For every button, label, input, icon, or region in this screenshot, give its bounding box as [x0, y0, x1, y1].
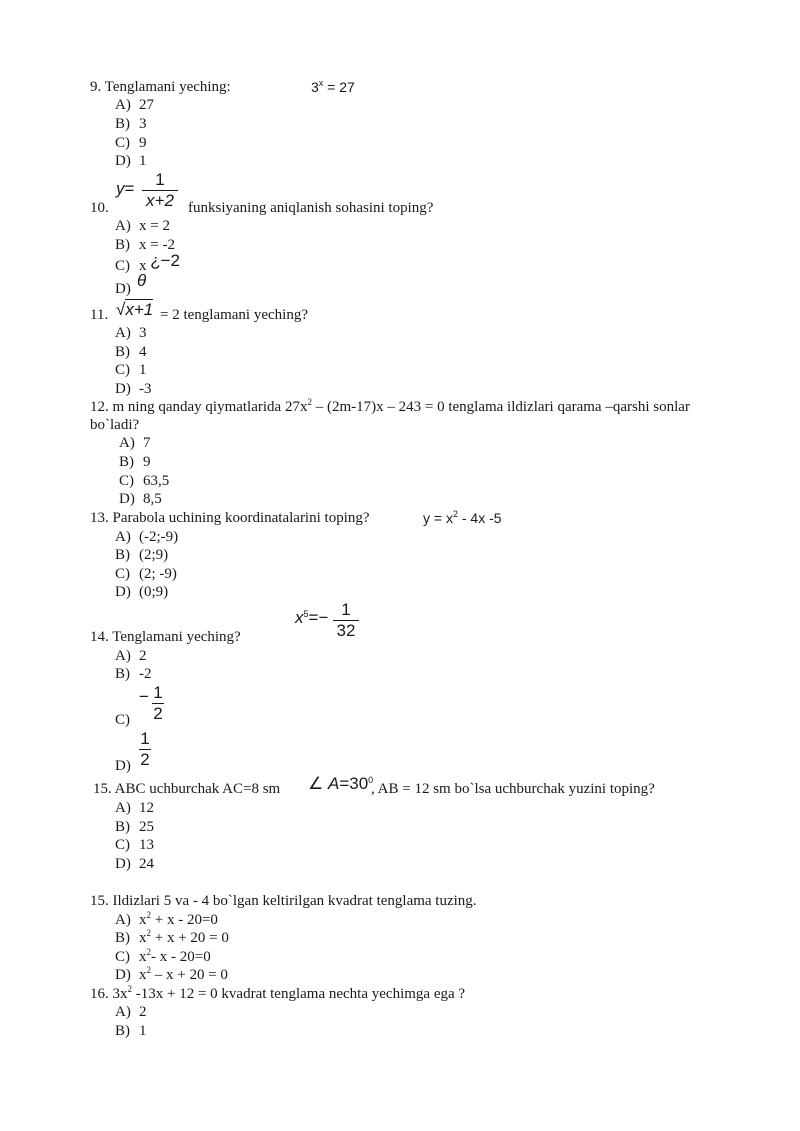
q11-radical: √x+1 [116, 300, 154, 319]
q14-option-d-fraction: 1 2 [140, 729, 150, 769]
q10-fraction: 1 x+2 [142, 170, 178, 211]
q16-option-a: A) 2 [115, 1004, 147, 1020]
q15a-angle: ∠ $A=30^0$ [308, 774, 374, 793]
q13-option-b: B) (2;9) [115, 547, 169, 563]
q15b-option-c: C) $x^2-$ x - 20=0 [115, 947, 211, 965]
q12-text-line2: bo`ladi? [90, 417, 140, 433]
q11-text: = 2 tenglamani yeching? [160, 307, 308, 323]
q11-option-d: D) -3 [115, 381, 152, 397]
q10-text: funksiyaning aniqlanish sohasini toping? [188, 200, 434, 216]
q14-option-a: A) 2 [115, 648, 147, 664]
q10-y: y= [116, 179, 135, 198]
q14-option-c: C) [115, 712, 130, 728]
q11-option-a: A) 3 [115, 325, 147, 341]
q12-option-c: C) 63,5 [119, 473, 170, 489]
q10-option-b: B) x = -2 [115, 237, 175, 253]
q14-option-c-sign: − [139, 687, 149, 706]
q15b-option-a: A) $x^2 + x - 20=0$ [115, 910, 218, 928]
q15b-option-b: B) $x^2 + x + 20 = 0$ [115, 928, 229, 946]
q9-option-d: D) 1 [115, 153, 147, 169]
q13-option-d: D) (0;9) [115, 584, 169, 600]
q14-option-c-fraction: 1 2 [153, 683, 163, 723]
q9-text: 9. Tenglamani yeching: [90, 79, 231, 95]
q15a-option-b: B) 25 [115, 819, 154, 835]
q14-text: 14. Tenglamani yeching? [90, 629, 241, 645]
q9-option-c: C) 9 [115, 135, 147, 151]
q15a-option-d: D) 24 [115, 856, 154, 872]
q14-equation-lhs: $x^5=-$ [295, 608, 329, 627]
q12-option-b: B) 9 [119, 454, 151, 470]
q9-equation: $3^x = 27$ [311, 78, 355, 95]
q11-option-b: B) 4 [115, 344, 147, 360]
q9-option-a: A) 27 [115, 97, 154, 113]
q11-number: 11. [90, 307, 109, 323]
q9-option-b: B) 3 [115, 116, 147, 132]
q15a-option-a: A) 12 [115, 800, 154, 816]
q10-option-c: C) x ¿−2 [115, 251, 181, 274]
q13-option-c: C) (2; -9) [115, 566, 177, 582]
q14-option-b: B) -2 [115, 666, 152, 682]
q12-text: 12. m ning qanday qiymatlarida $27x^2 - (2m-17)x - 243 = 0$ tenglama ildizlari qarama –qarshi sonlar [90, 397, 690, 415]
q10-option-a: A) x = 2 [115, 218, 170, 234]
q10-option-d: D) θ [115, 271, 147, 297]
q12-option-d: D) 8,5 [119, 491, 162, 507]
q16-text: 16. $3x^2$ -13x + 12 = 0 kvadrat tenglama nechta yechimga ega ? [90, 984, 466, 1002]
q15a-text-start: 15. ABC uchburchak AC=8 sm [93, 781, 281, 797]
q13-equation: $y = x^2 - 4x$ -5 [423, 509, 502, 526]
q14-option-d: D) [115, 758, 131, 774]
q14-fraction: 1 32 [333, 600, 359, 641]
q15b-text: 15. Ildizlari 5 va - 4 bo`lgan keltirilgan kvadrat tenglama tuzing. [90, 893, 477, 909]
q13-option-a: A) (-2;-9) [115, 529, 179, 545]
q10-number: 10. [90, 200, 109, 216]
q16-option-b: B) 1 [115, 1023, 147, 1039]
q12-option-a: A) 7 [119, 435, 151, 451]
q15a-text-end: , AB = 12 sm bo`lsa uchburchak yuzini toping? [371, 781, 655, 797]
q13-text: 13. Parabola uchining koordinatalarini toping? [90, 510, 370, 526]
q15a-option-c: C) 13 [115, 837, 154, 853]
q15b-option-d: D) $x^2 - x + 20 = 0$ [115, 965, 228, 983]
q11-option-c: C) 1 [115, 362, 147, 378]
